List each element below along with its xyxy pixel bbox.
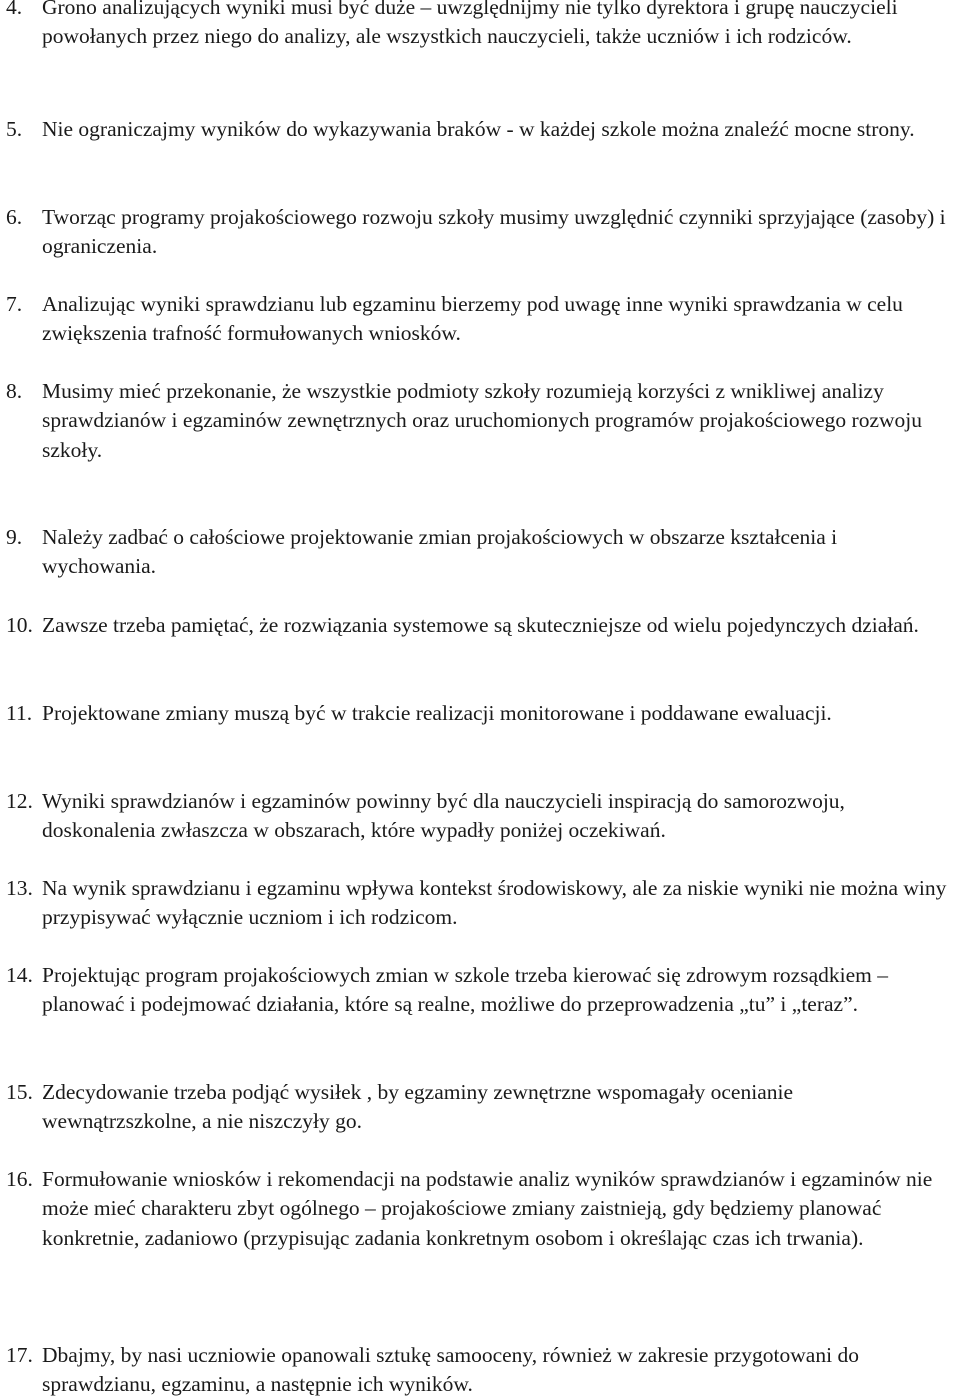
list-item bbox=[0, 1078, 950, 1137]
item-text: Wyniki sprawdzianów i egzaminów powinny być dla nauczycieli inspiracją do samorozwoju, doskonalenia zwłaszcza w obszarach, które wypadły poniżej oczekiwań. bbox=[42, 789, 845, 843]
item-text: Zawsze trzeba pamiętać, że rozwiązania systemowe są skuteczniejsze od wielu pojedynczych działań. bbox=[42, 613, 919, 637]
list-item bbox=[0, 961, 950, 1020]
list-item bbox=[0, 115, 950, 144]
item-text: Analizując wyniki sprawdzianu lub egzaminu bierzemy pod uwagę inne wyniki sprawdzania w celu zwiększenia trafność formułowanych wniosków. bbox=[42, 292, 903, 346]
item-text: Należy zadbać o całościowe projektowanie zmian projakościowych w obszarze kształcenia i wychowania. bbox=[42, 525, 838, 579]
item-text: Projektowane zmiany muszą być w trakcie realizacji monitorowane i poddawane ewaluacji. bbox=[42, 701, 832, 725]
item-number: 16. bbox=[6, 1167, 33, 1191]
list-item bbox=[0, 203, 950, 262]
list-item bbox=[0, 1165, 950, 1253]
item-number: 6. bbox=[6, 205, 23, 229]
item-text: Dbajmy, by nasi uczniowie opanowali sztukę samooceny, również w zakresie przygotowani do sprawdzianu, egzaminu, a następnie ich wyników. bbox=[42, 1343, 859, 1397]
item-text: Musimy mieć przekonanie, że wszystkie podmioty szkoły rozumieją korzyści z wnikliwej analizy sprawdzianów i egzaminów zewnętrznych oraz uruchomionych programów projakościowego rozwoju szkoły. bbox=[42, 379, 923, 462]
item-text: Zdecydowanie trzeba podjąć wysiłek , by egzaminy zewnętrzne wspomagały ocenianie wewnątrzszkolne, a nie niszczyły go. bbox=[42, 1080, 793, 1134]
item-text: Na wynik sprawdzianu i egzaminu wpływa kontekst środowiskowy, ale za niskie wyniki nie można winy przypisywać wyłącznie uczniom i ich rodzicom. bbox=[42, 876, 947, 930]
item-number: 7. bbox=[6, 292, 23, 316]
list-item bbox=[0, 290, 950, 349]
list-item bbox=[0, 0, 950, 52]
item-number: 4. bbox=[6, 0, 23, 19]
list-item bbox=[0, 787, 950, 846]
list-item bbox=[0, 699, 950, 728]
list-item bbox=[0, 523, 950, 582]
item-number: 9. bbox=[6, 525, 23, 549]
item-number: 13. bbox=[6, 876, 33, 900]
item-number: 14. bbox=[6, 963, 33, 987]
item-text: Nie ograniczajmy wyników do wykazywania braków - w każdej szkole można znaleźć mocne strony. bbox=[42, 117, 915, 141]
list-item bbox=[0, 611, 950, 640]
item-number: 12. bbox=[6, 789, 33, 813]
list-item bbox=[0, 377, 950, 465]
item-text: Grono analizujących wyniki musi być duże – uwzględnijmy nie tylko dyrektora i grupę nauczycieli powołanych przez niego do analizy, ale wszystkich nauczycieli, także uczniów i ich rodziców. bbox=[42, 0, 898, 49]
item-text: Tworząc programy projakościowego rozwoju szkoły musimy uwzględnić czynniki sprzyjające (zasoby) i ograniczenia. bbox=[42, 205, 946, 259]
item-number: 15. bbox=[6, 1080, 33, 1104]
item-number: 5. bbox=[6, 117, 23, 141]
list-item bbox=[0, 1341, 950, 1400]
item-text: Formułowanie wniosków i rekomendacji na podstawie analiz wyników sprawdzianów i egzaminów nie może mieć charakteru zbyt ogólnego – projakościowe zmiany zaistnieją, gdy będziemy planować konkretnie, zadaniowo (przypisując zadania konkretnym osobom i określając czas ich trwania). bbox=[42, 1167, 933, 1250]
list-item bbox=[0, 874, 950, 933]
item-number: 11. bbox=[6, 701, 33, 725]
item-number: 8. bbox=[6, 379, 23, 403]
item-number: 10. bbox=[6, 613, 33, 637]
item-text: Projektując program projakościowych zmian w szkole trzeba kierować się zdrowym rozsądkiem – planować i podejmować działania, które są realne, możliwe do przeprowadzenia „tu” i „teraz”. bbox=[42, 963, 888, 1017]
item-number: 17. bbox=[6, 1343, 33, 1367]
